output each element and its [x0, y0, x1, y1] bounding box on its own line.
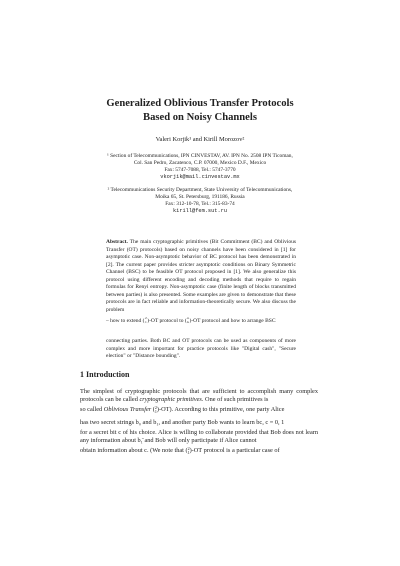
intro-p1: The simplest of cryptographic protocols that are sufficient to accomplish many complex protocols can be called cryptographic primitives. One of such primitives is: [80, 388, 318, 403]
intro-binom-2: 2 1: [187, 445, 190, 455]
paper-title: [0, 97, 400, 125]
binom-n-k: n k: [187, 316, 189, 324]
affil1-line-2: Col. San Pedro, Zacatenco, C.P. 07000, Mexico D.F., Mexico: [133, 160, 267, 166]
intro-p2: so called Oblivious Transfer ( 2 1 )-OT). According to this primitive, one party Alice: [80, 404, 285, 414]
abstract-formula-line: – how to extend ( 2 1 )-OT protocol to ( n k )-OT protocol and how to arrange BSC: [106, 316, 276, 324]
affil1-line-1: ¹ Section of Telecommunications, IPN CINVESTAV, AV. IPN No. 2508 IPN Ticoman,: [107, 153, 293, 159]
section-heading: 1 Introduction: [80, 370, 130, 379]
intro-binom-1: 2 1: [154, 404, 157, 414]
affil2-line-3: Fax: 312-10-78, Tel.: 315-83-74: [165, 201, 235, 207]
affil2-line-2: Moika 65, St. Petersburg, 191186, Russia: [155, 194, 245, 200]
affil1-email[interactable]: vkorjik@mail.cinvestav.mx: [160, 174, 240, 180]
abstract-continuation: connecting parties. Both BC and OT protocols can be used as components of more complex and more important for practice protocols like "Digital cash", "Secure election" or "Distance bounding".: [106, 338, 296, 360]
affiliation-2: [60, 187, 340, 215]
intro-p3: has two secret strings b₀ and b₁, and another party Bob wants to learn bc, c = 0, 1: [80, 418, 285, 426]
affil1-line-3: Fax: 5747-7088, Tel.: 5747-3770: [164, 167, 236, 173]
affil2-email[interactable]: kirill@fem.sut.ru: [172, 208, 228, 214]
intro-text: [80, 388, 318, 458]
affiliation-1: [60, 153, 340, 181]
abstract-body: The main cryptographic primitives (Bit Commitment (BC) and Oblivious Transfer (OT) protocols) based on noisy channels have been considered in [1] for asymptotic case. Non-asymptotic behavior of BC protocol has been demonstrated in [2]. The current paper provides stricter asymptotic conditions on Binary Symmetric Channel (BSC) to be feasible OT protocol proposed in [1]. We also generalize this protocol using different encoding and decoding methods that require to regain formulas for Renyi entropy. Non-asymptotic case (finite length of blocks transmitted between parties) is also presented. Some examples are given to demonstrate that these protocols are in fact reliable and information-theoretically secure. We also discuss the problem: [106, 239, 296, 313]
authors: Valeri Korjik¹ and Kirill Morozov²: [155, 136, 245, 143]
abstract: [106, 239, 296, 361]
binom-2-1: 2 1: [145, 316, 147, 324]
title-line-2: Based on Noisy Channels: [143, 112, 257, 123]
title-line-1: Generalized Oblivious Transfer Protocols: [106, 98, 294, 109]
abstract-label: Abstract.: [106, 239, 128, 245]
intro-p5: obtain information about c. (We note that ( 2 1 )-OT protocol is a particular case of: [80, 445, 280, 455]
intro-p4: for a secret bit c of his choice. Alice is willing to collaborate provided that Bob does not learn any information about b₁̄ and Bob will only participate if Alice cannot: [80, 429, 318, 445]
affil2-line-1: ² Telecommunications Security Department, State University of Telecommunications,: [107, 187, 293, 193]
